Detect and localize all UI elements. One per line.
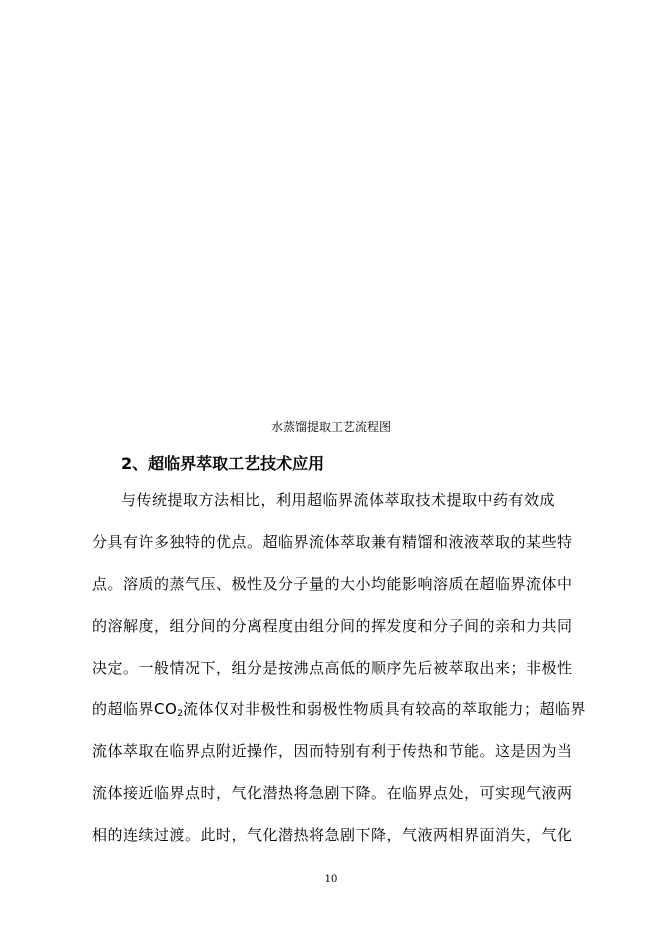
paragraph-line-7: 流体萃取在临界点附近操作，因而特别有利于传热和节能。这是因为当	[92, 742, 573, 760]
section-heading: 2、超临界萃取工艺技术应用	[121, 454, 325, 473]
figure-caption: 水蒸馏提取工艺流程图	[270, 420, 391, 434]
page-number: 10	[324, 874, 338, 885]
paragraph-line-6	[92, 698, 587, 725]
line-co2-after: 流体仅对非极性和弱极性物质具有较高的萃取能力；超临界	[183, 700, 587, 718]
co2-subscript: 2	[177, 709, 184, 719]
line-co2-before: 的超临界CO	[92, 700, 178, 718]
paragraph-line-2: 分具有许多独特的优点。超临界流体萃取兼有精馏和液液萃取的某些特	[92, 533, 573, 551]
paragraph-line-1: 与传统提取方法相比，利用超临界流体萃取技术提取中药有效成	[121, 491, 556, 509]
paragraph-line-3: 点。溶质的蒸气压、极性及分子量的大小均能影响溶质在超临界流体中	[92, 575, 573, 593]
paragraph-line-9: 相的连续过渡。此时，气化潜热将急剧下降，气液两相界面消失，气化	[92, 826, 573, 844]
paragraph-line-8: 流体接近临界点时，气化潜热将急剧下降。在临界点处，可实现气液两	[92, 784, 573, 802]
paragraph-line-4: 的溶解度，组分间的分离程度由组分间的挥发度和分子间的亲和力共同	[92, 617, 573, 635]
paragraph-line-5: 决定。一般情况下，组分是按沸点高低的顺序先后被萃取出来；非极性	[92, 659, 573, 677]
